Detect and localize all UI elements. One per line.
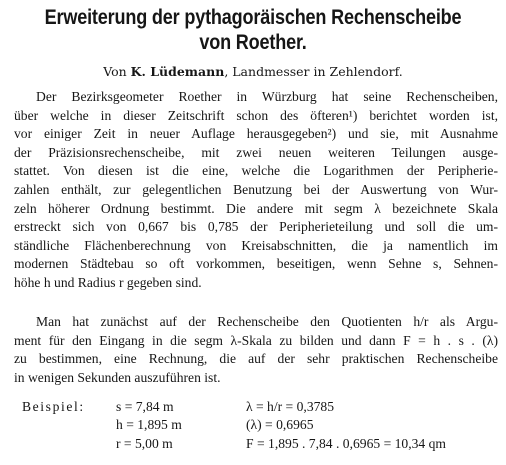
paragraph-1 [14,88,498,293]
paragraph-line: zu bestimmen, eine Rechnung, die auf der sehr praktischen Rechenscheibe [14,351,498,367]
paragraph-line: Man hat zunächst auf der Rechenscheibe den Quotienten h/r als Argu- [36,314,498,329]
example-value-left: r = 5,00 m [116,435,173,451]
article-title-line-1: Erweiterung der pythagoräischen Rechenscheibe [44,6,462,29]
paragraph-line: modernen Städtebau so oft vorkommen, beseitigen, wenn Sehne s, Sehnen- [14,256,498,272]
example-row [22,435,492,453]
paragraph-2 [14,313,498,387]
paragraph-line: vor einiger Zeit in neuer Auflage herausgegeben²) und sie, mit Ausnahme [14,126,498,142]
paragraph-line: der Präzisionsrechenscheibe, mit zwei neuen weiteren Teilungen ausge- [14,144,498,160]
example-row [22,398,492,416]
paragraph-line: Der Bezirksgeometer Roether in Würzburg hat seine Rechenscheiben, [36,89,498,104]
example-row [22,416,492,434]
byline-prefix: Von [103,64,131,79]
example-block [22,398,492,453]
example-value-right: (λ) = 0,6965 [246,417,314,433]
example-value-right: F = 1,895 . 7,84 . 0,6965 = 10,34 qm [246,435,446,451]
example-value-left: s = 7,84 m [116,399,174,414]
example-value-right: λ = h/r = 0,3785 [246,399,335,414]
article-title-line-2: von Roether. [199,31,307,54]
paragraph-line: zahlen enthält, zur gelegentlichen Benutzung bei der Auswertung von Wur- [14,181,498,197]
paragraph-line: ständliche Flächenberechnung von Kreisabschnitten, die ja namentlich im [14,237,498,253]
paragraph-line: ment für den Eingang in die segm λ-Skala zu bilden und dann F = h . s . (λ) [14,332,498,348]
paragraph-line: über welche in dieser Zeitschrift schon des öfteren¹) berichtet worden ist, [14,107,498,123]
byline-suffix: , Landmesser in Zehlendorf. [224,64,403,79]
example-label: Beispiel: [22,399,85,414]
example-value-left: h = 1,895 m [116,417,182,433]
byline [0,64,506,80]
paragraph-line: erstreckt sich von 0,667 bis 0,785 der Peripherieteilung und soll die um- [14,219,498,235]
paragraph-line: stattet. Von diesen ist die eine, welche die Logarithmen der Peripherie- [14,163,498,179]
paragraph-line: höhe h und Radius r gegeben sind. [14,274,202,290]
author-name: K. Lüdemann [130,64,225,79]
paragraph-line: in wenigen Sekunden auszuführen ist. [14,369,221,385]
paragraph-line: zeln höherer Ordnung bestimmt. Die andere mit segm λ bezeichnete Skala [14,200,498,216]
